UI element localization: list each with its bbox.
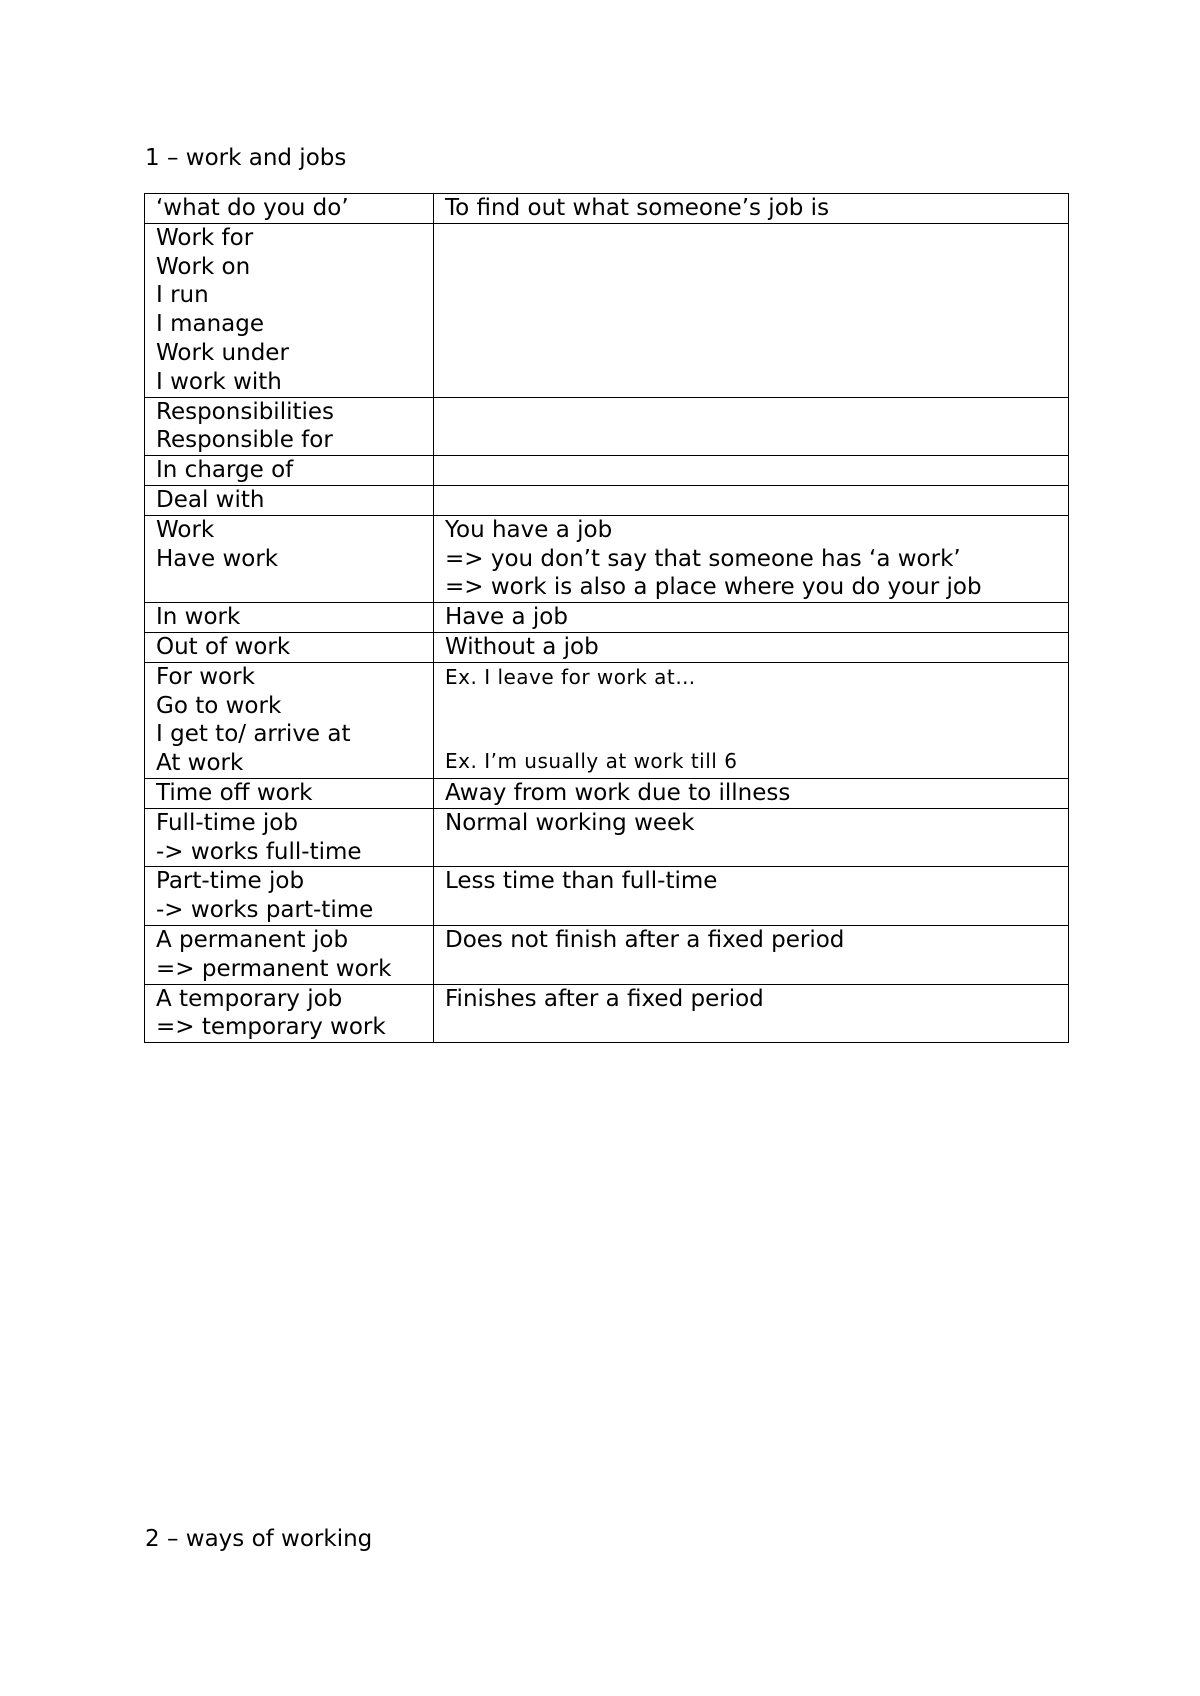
- meaning-line: Have a job: [445, 604, 568, 631]
- example-spacer: [445, 691, 1058, 747]
- meaning-cell: [434, 194, 1069, 224]
- term-line: In work: [156, 604, 241, 631]
- section-2-heading: 2 – ways of working: [145, 1526, 373, 1552]
- meaning-cell: [434, 632, 1069, 662]
- term-cell: [145, 662, 434, 778]
- term-cell: [145, 223, 434, 397]
- term-line: I work with: [156, 368, 282, 395]
- table-row: [145, 515, 1069, 602]
- table-row: [145, 984, 1069, 1043]
- meaning-line: Away from work due to illness: [445, 779, 791, 806]
- term-line: Time off work: [156, 779, 313, 806]
- term-cell: [145, 867, 434, 926]
- meaning-cell-empty: [434, 485, 1069, 515]
- table-row: [145, 867, 1069, 926]
- meaning-cell-empty: [434, 456, 1069, 486]
- meaning-line: Normal working week: [445, 809, 695, 836]
- table-row: [145, 603, 1069, 633]
- example-line: Ex. I leave for work at…: [445, 664, 696, 689]
- term-line: Work for: [156, 224, 254, 251]
- term-line: In charge of: [156, 457, 294, 484]
- example-cell: [434, 662, 1069, 778]
- term-cell: [145, 194, 434, 224]
- term-line: Have work: [156, 545, 279, 572]
- meaning-line: Without a job: [445, 633, 599, 660]
- table-row: [145, 925, 1069, 984]
- term-line: Work: [156, 516, 215, 543]
- meaning-line: => you don’t say that someone has ‘a work’: [445, 545, 961, 572]
- term-line: Work on: [156, 253, 251, 280]
- meaning-cell: [434, 867, 1069, 926]
- term-cell: [145, 485, 434, 515]
- term-line: A temporary job: [156, 985, 343, 1012]
- meaning-cell-empty: [434, 397, 1069, 456]
- term-line: -> works full-time: [156, 838, 362, 865]
- meaning-cell: [434, 808, 1069, 867]
- table-row: [145, 632, 1069, 662]
- table-row: [145, 662, 1069, 778]
- term-cell: [145, 925, 434, 984]
- term-line: I run: [156, 282, 209, 309]
- table-row: [145, 456, 1069, 486]
- term-line: For work: [156, 663, 255, 690]
- example-line: Ex. I’m usually at work till 6: [445, 748, 738, 773]
- meaning-line: => work is also a place where you do your job: [445, 574, 982, 601]
- term-cell: [145, 397, 434, 456]
- meaning-cell: [434, 515, 1069, 602]
- term-line: I manage: [156, 311, 265, 338]
- term-line: Out of work: [156, 633, 291, 660]
- meaning-cell: [434, 778, 1069, 808]
- meaning-cell: [434, 925, 1069, 984]
- table-row: [145, 397, 1069, 456]
- meaning-line: Less time than full-time: [445, 868, 718, 895]
- term-cell: [145, 603, 434, 633]
- term-line: Full-time job: [156, 809, 298, 836]
- term-cell: [145, 515, 434, 602]
- term-cell: [145, 456, 434, 486]
- term-line: => permanent work: [156, 955, 392, 982]
- meaning-cell-empty: [434, 223, 1069, 397]
- term-line: Work under: [156, 339, 289, 366]
- meaning-line: You have a job: [445, 516, 613, 543]
- section-1-heading: 1 – work and jobs: [145, 145, 347, 171]
- table-row: [145, 485, 1069, 515]
- term-cell: [145, 808, 434, 867]
- term-line: => temporary work: [156, 1014, 386, 1041]
- meaning-cell: [434, 603, 1069, 633]
- table-row: [145, 223, 1069, 397]
- vocabulary-table: [144, 193, 1069, 1043]
- table-row: [145, 194, 1069, 224]
- term-line: Go to work: [156, 692, 282, 719]
- table-row: [145, 808, 1069, 867]
- meaning-cell: [434, 984, 1069, 1043]
- meaning-line: Does not finish after a fixed period: [445, 926, 845, 953]
- term-cell: [145, 778, 434, 808]
- term-line: A permanent job: [156, 926, 349, 953]
- term-line: Part-time job: [156, 868, 305, 895]
- term-cell: [145, 632, 434, 662]
- meaning-line: Finishes after a fixed period: [445, 985, 764, 1012]
- term-line: ‘what do you do’: [156, 195, 349, 221]
- term-line: -> works part-time: [156, 897, 374, 924]
- term-line: I get to/ arrive at: [156, 721, 351, 748]
- table-row: [145, 778, 1069, 808]
- term-line: Deal with: [156, 486, 265, 513]
- term-line: Responsible for: [156, 427, 333, 454]
- meaning-line: To find out what someone’s job is: [445, 195, 830, 221]
- term-line: At work: [156, 750, 244, 777]
- term-line: Responsibilities: [156, 398, 335, 425]
- term-cell: [145, 984, 434, 1043]
